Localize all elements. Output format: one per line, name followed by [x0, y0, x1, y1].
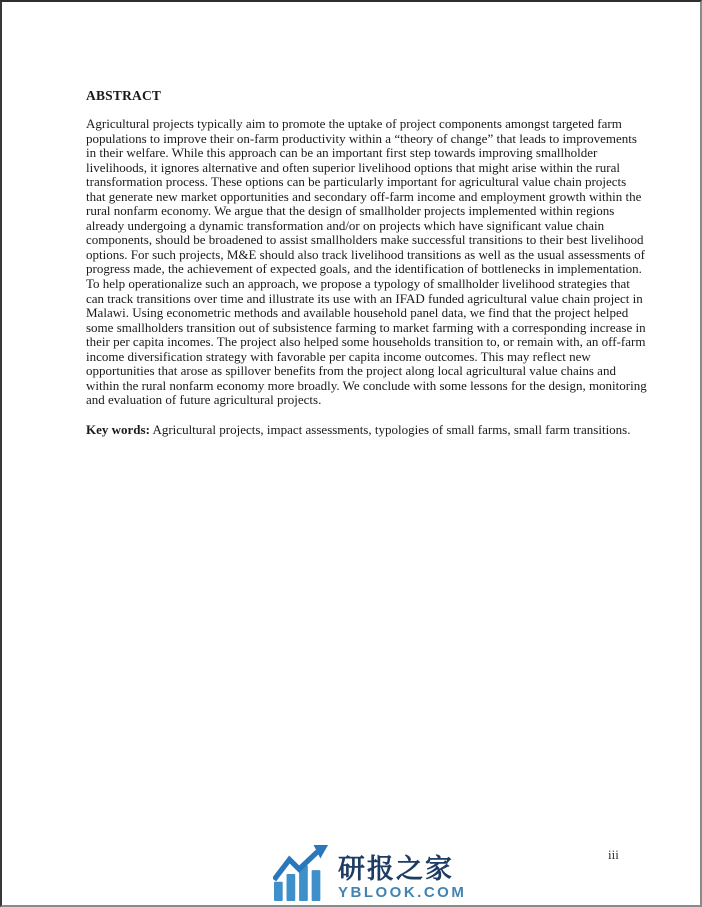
site-name: 研报之家 — [338, 854, 454, 884]
abstract-heading: ABSTRACT — [86, 88, 162, 103]
watermark-text — [338, 855, 466, 901]
keywords-text: Agricultural projects, impact assessments, typologies of small farms, small farm transitions. — [152, 421, 631, 437]
abstract-paragraph: Agricultural projects typically aim to promote the uptake of project components amongst targeted farm populations to improve their on-farm productivity within a “theory of change” that leads to improvements in their welfare. While this approach can be an important first step towards improving smallholder livelihoods, it ignores alternative and often superior livelihood options that might arise within the rural transformation process. These options can be particularly important for agricultural value chain projects that generate new market opportunities and secondary off-farm income and employment growth within the rural nonfarm economy. We argue that the design of smallholder projects implemented within regions already undergoing a dynamic transformation and/or on projects which have significant value chain components, should be broadened to assist smallholders make successful transitions to their best livelihood options. For such projects, M&E should also track livelihood transitions as well as the usual assessments of progress made, the achievement of expected goals, and the identification of bottlenecks in implementation. To help operationalize such an approach, we propose a typology of smallholder livelihood strategies that can track transitions over time and illustrate its use with an IFAD funded agricultural value chain project in Malawi. Using econometric methods and available household panel data, we find that the project helped some smallholders transition out of subsistence farming to market farming with a corresponding increase in their per capita incomes. The project also helped some households transition to, or remain with, an off-farm income diversification strategy with favorable per capita income outcomes. This may reflect new opportunities that arose as spillover benefits from the project along local agricultural value chains and within the rural nonfarm economy more broadly. We conclude with some lessons for the design, monitoring and evaluation of future agricultural projects. — [86, 116, 647, 408]
site-url: YBLOOK.COM — [338, 884, 467, 901]
keywords-line — [86, 423, 648, 438]
trend-line — [274, 852, 317, 880]
yblook-watermark — [273, 845, 466, 901]
bar-chart-arrow-icon — [273, 845, 331, 901]
page-number: iii — [608, 847, 619, 862]
abstract-section — [86, 88, 648, 437]
keywords-label: Key words: — [86, 421, 150, 437]
